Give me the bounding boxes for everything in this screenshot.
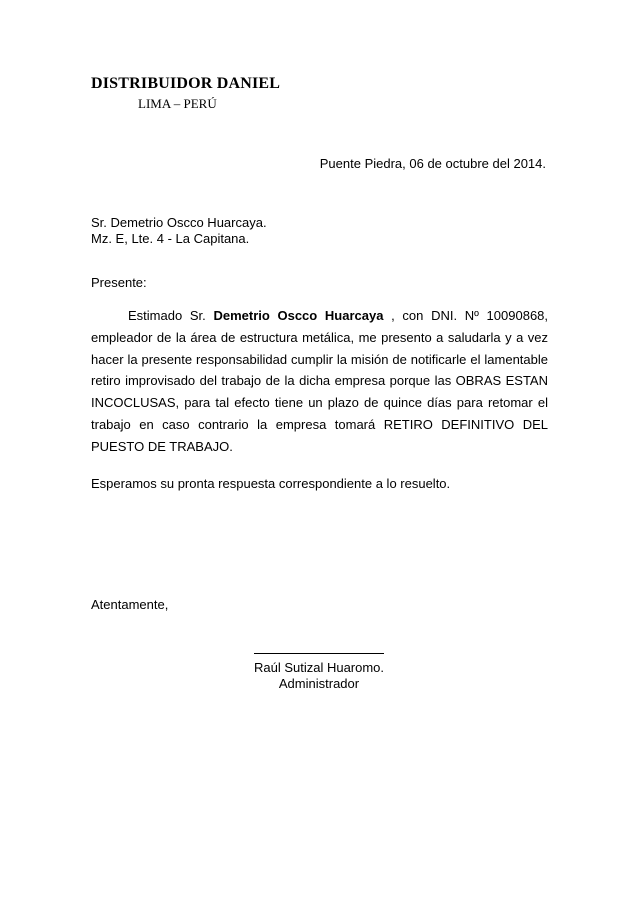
signature-title: Administrador: [278, 676, 360, 691]
company-city: LIMA – PERÚ: [138, 96, 217, 111]
recipient-block: [91, 215, 267, 247]
body-text: , con DNI. Nº 10090868, empleador de la área de estructura metálica, me presento a saludarla y a vez hacer la presente responsabilidad cumplir la misión de notificarle el lamentable retiro improvisado del trabajo de la dicha empresa porque las OBRAS ESTAN INCOCLUSAS, para tal efecto tiene un plazo de quince días para retomar el trabajo en caso contrario la empresa tomará RETIRO DEFINITIVO DEL PUESTO DE TRABAJO.: [91, 308, 549, 454]
signature-block: [248, 653, 390, 692]
closing-paragraph: Esperamos su pronta respuesta correspondiente a lo resuelto.: [91, 476, 451, 491]
recipient-address: Mz. E, Lte. 4 - La Capitana.: [91, 231, 250, 246]
recipient-name: Sr. Demetrio Oscco Huarcaya.: [91, 215, 267, 230]
body-paragraph: [91, 305, 548, 458]
company-name: DISTRIBUIDOR DANIEL: [91, 75, 281, 92]
greeting: Presente:: [91, 275, 147, 290]
farewell: Atentamente,: [91, 597, 169, 612]
body-recipient-name: Demetrio Oscco Huarcaya: [213, 308, 384, 323]
signature-line: [254, 653, 384, 654]
body-intro: Estimado Sr.: [128, 308, 214, 323]
signature-name: Raúl Sutizal Huaromo.: [253, 660, 385, 675]
date-line: Puente Piedra, 06 de octubre del 2014.: [319, 156, 546, 171]
